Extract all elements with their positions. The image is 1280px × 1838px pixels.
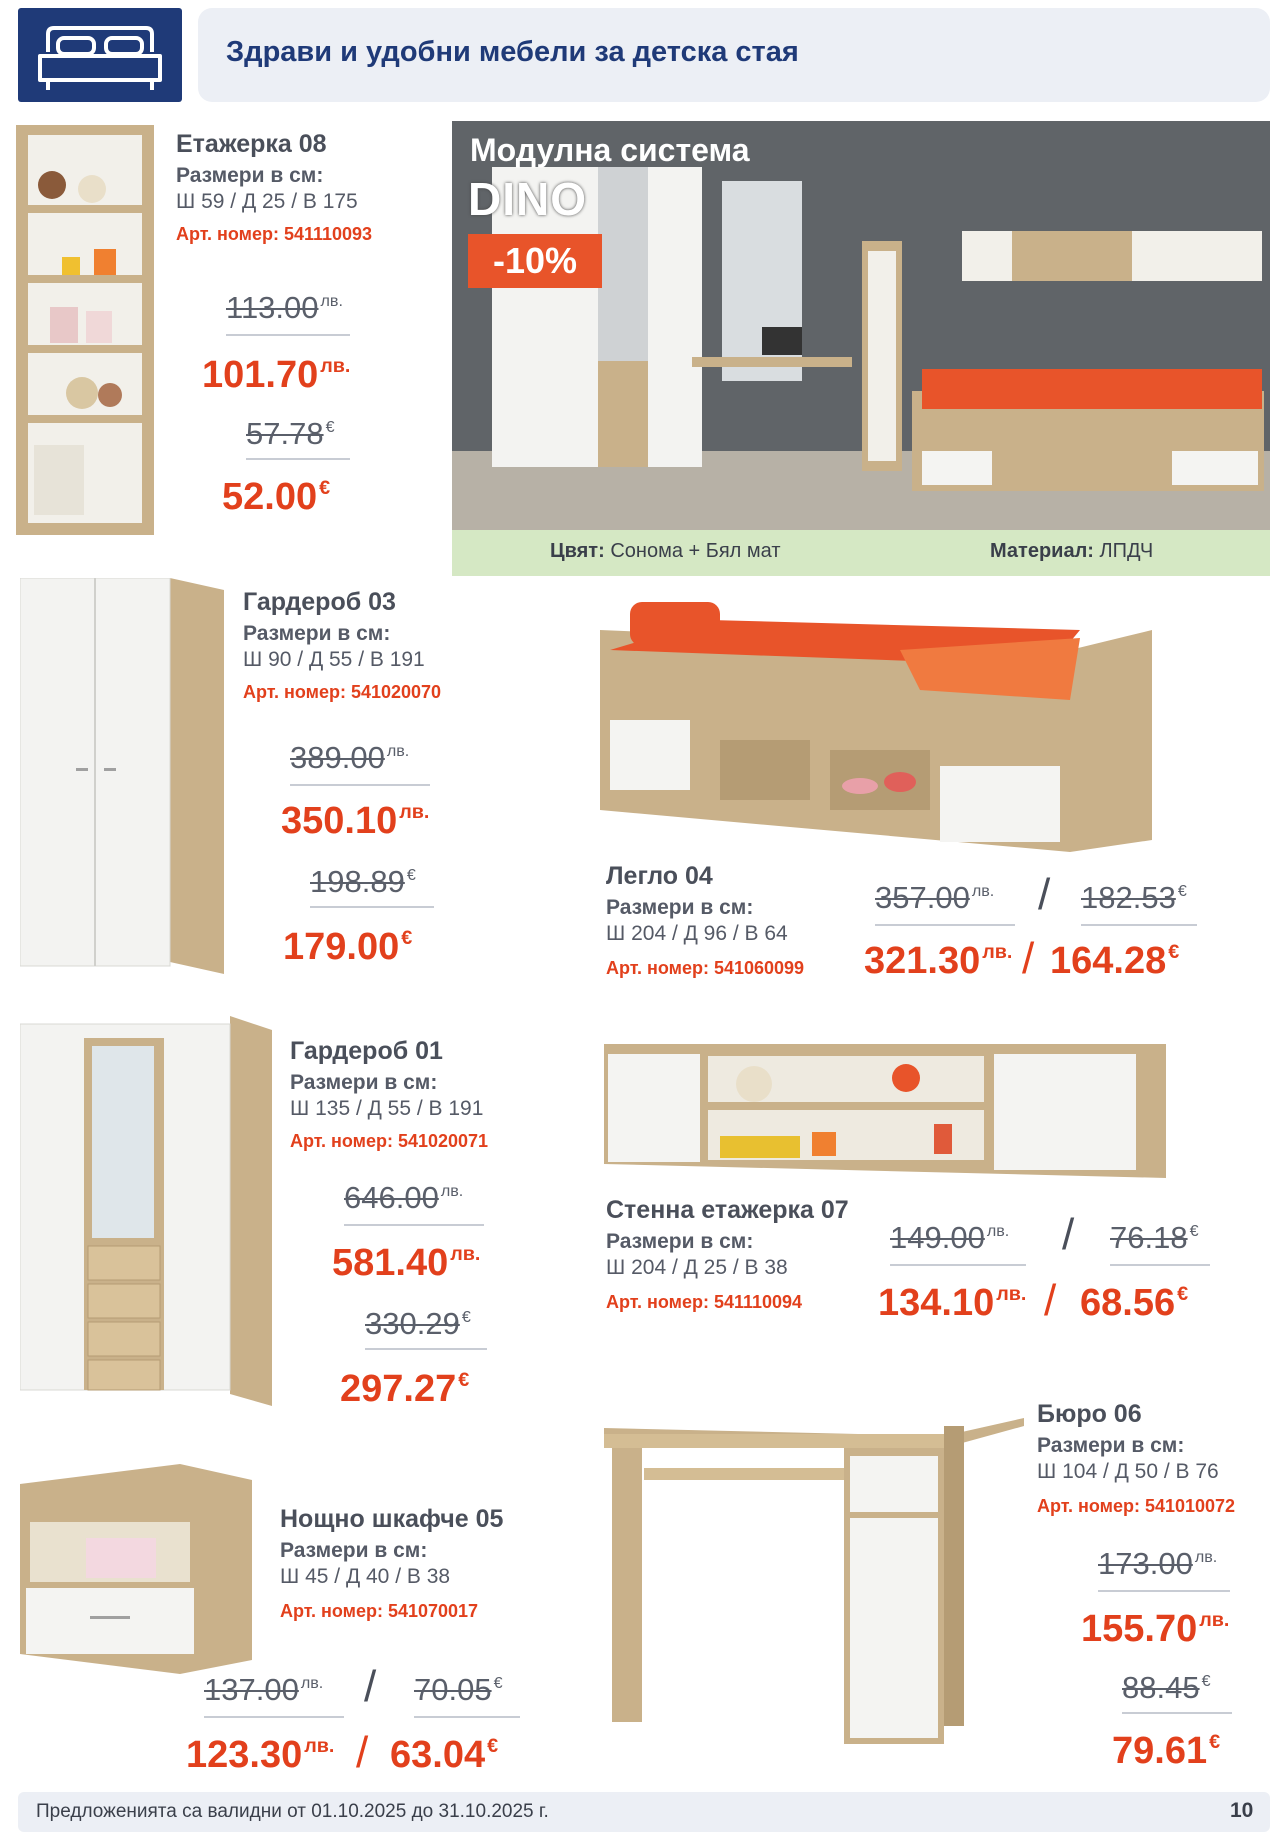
product-name: Бюро 06 [1037,1400,1142,1428]
price-separator: / [1022,934,1035,983]
new-price-eur: 79.61 € [1112,1730,1221,1772]
new-price-bgn: 321.30 лв. [864,940,1013,982]
new-price-eur: 179.00 € [283,926,413,968]
old-price-eur: 57.78 € [246,416,335,451]
price-divider [344,1224,484,1226]
price-divider [246,458,350,460]
product-name: Етажерка 08 [176,130,327,158]
price-divider [890,1264,1026,1266]
new-price-eur: 164.28 € [1050,940,1180,982]
price-divider [414,1716,520,1718]
page-title: Здрави и удобни мебели за детска стая [226,36,799,68]
new-price-bgn: 350.10 лв. [281,800,430,842]
discount-badge: -10% [468,234,602,288]
dims-label: Размери в см: [606,896,754,919]
dims-value: Ш 204 / Д 25 / В 38 [606,1256,788,1279]
dims-label: Размери в см: [606,1230,754,1253]
price-divider [310,906,434,908]
price-divider [204,1716,344,1718]
new-price-bgn: 581.40 лв. [332,1242,481,1284]
dims-value: Ш 59 / Д 25 / В 175 [176,190,358,213]
price-separator: / [356,1728,369,1777]
hero-brand: DINO [468,173,587,225]
old-price-eur: 88.45 € [1122,1670,1211,1705]
old-price-bgn: 113.00 лв. [226,290,343,325]
etajerka-08-image [16,125,154,535]
product-name: Гардероб 03 [243,588,396,616]
dims-value: Ш 204 / Д 96 / В 64 [606,922,788,945]
price-divider [1110,1264,1210,1266]
old-price-bgn: 173.00 лв. [1098,1546,1218,1581]
article-number: Арт. номер: 541020071 [290,1131,489,1151]
dims-value: Ш 45 / Д 40 / В 38 [280,1565,451,1588]
article-number: Арт. номер: 541070017 [280,1601,479,1621]
price-divider [290,784,430,786]
stenna-etajerka-07-image [604,1044,1166,1178]
article-number: Арт. номер: 541020070 [243,682,442,702]
product-name: Гардероб 01 [290,1037,443,1065]
dims-label: Размери в см: [290,1071,438,1094]
old-price-eur: 182.53 € [1081,880,1187,915]
dims-value: Ш 135 / Д 55 / В 191 [290,1097,484,1120]
product-name: Нощно шкафче 05 [280,1505,504,1533]
header-icon-box [18,8,182,102]
article-number: Арт. номер: 541010072 [1037,1496,1236,1516]
dims-value: Ш 104 / Д 50 / В 76 [1037,1460,1219,1483]
old-price-bgn: 357.00 лв. [875,880,995,915]
noshtno-shkafche-05-image [20,1464,252,1674]
price-separator: / [1044,1276,1057,1325]
price-divider [1081,924,1197,926]
price-divider [875,924,1015,926]
price-separator: / [1038,870,1051,919]
hero-material: Материал: ЛПДЧ [990,540,1154,562]
article-number: Арт. номер: 541110094 [606,1292,803,1312]
price-separator: / [1062,1210,1075,1259]
article-number: Арт. номер: 541110093 [176,224,373,244]
price-divider [365,1348,487,1350]
price-separator: / [364,1662,377,1711]
price-divider [1098,1590,1230,1592]
new-price-eur: 68.56 € [1080,1282,1189,1324]
leglo-04-image [600,590,1152,852]
dims-label: Размери в см: [176,164,324,187]
new-price-eur: 63.04 € [390,1734,499,1776]
old-price-bgn: 137.00 лв. [204,1672,324,1707]
new-price-bgn: 101.70 лв. [202,354,351,396]
old-price-bgn: 149.00 лв. [890,1220,1010,1255]
old-price-eur: 198.89 € [310,864,416,899]
product-name: Стенна етажерка 07 [606,1196,849,1224]
dims-label: Размери в см: [1037,1434,1185,1457]
new-price-eur: 297.27 € [340,1368,470,1410]
hero-color: Цвят: Сонома + Бял мат [550,540,781,562]
old-price-eur: 330.29 € [365,1306,471,1341]
hero-title: Модулна система [470,132,750,168]
price-divider [226,334,350,336]
byuro-06-image [604,1408,1024,1744]
new-price-bgn: 155.70 лв. [1081,1608,1230,1650]
old-price-bgn: 389.00 лв. [290,740,410,775]
bed-icon [18,8,182,102]
article-number: Арт. номер: 541060099 [606,958,805,978]
garderob-03-image [20,578,224,974]
validity-note: Предложенията са валидни от 01.10.2025 до 31.10.2025 г. [36,1801,549,1822]
new-price-eur: 52.00 € [222,476,331,518]
dims-value: Ш 90 / Д 55 / В 191 [243,648,425,671]
old-price-eur: 76.18 € [1110,1220,1199,1255]
garderob-01-image [20,1016,272,1406]
dims-label: Размери в см: [280,1539,428,1562]
page-number: 10 [1230,1799,1254,1822]
new-price-bgn: 123.30 лв. [186,1734,335,1776]
product-name: Легло 04 [606,862,713,890]
price-divider [1122,1712,1232,1714]
old-price-eur: 70.05 € [414,1672,503,1707]
new-price-bgn: 134.10 лв. [878,1282,1027,1324]
dims-label: Размери в см: [243,622,391,645]
old-price-bgn: 646.00 лв. [344,1180,464,1215]
